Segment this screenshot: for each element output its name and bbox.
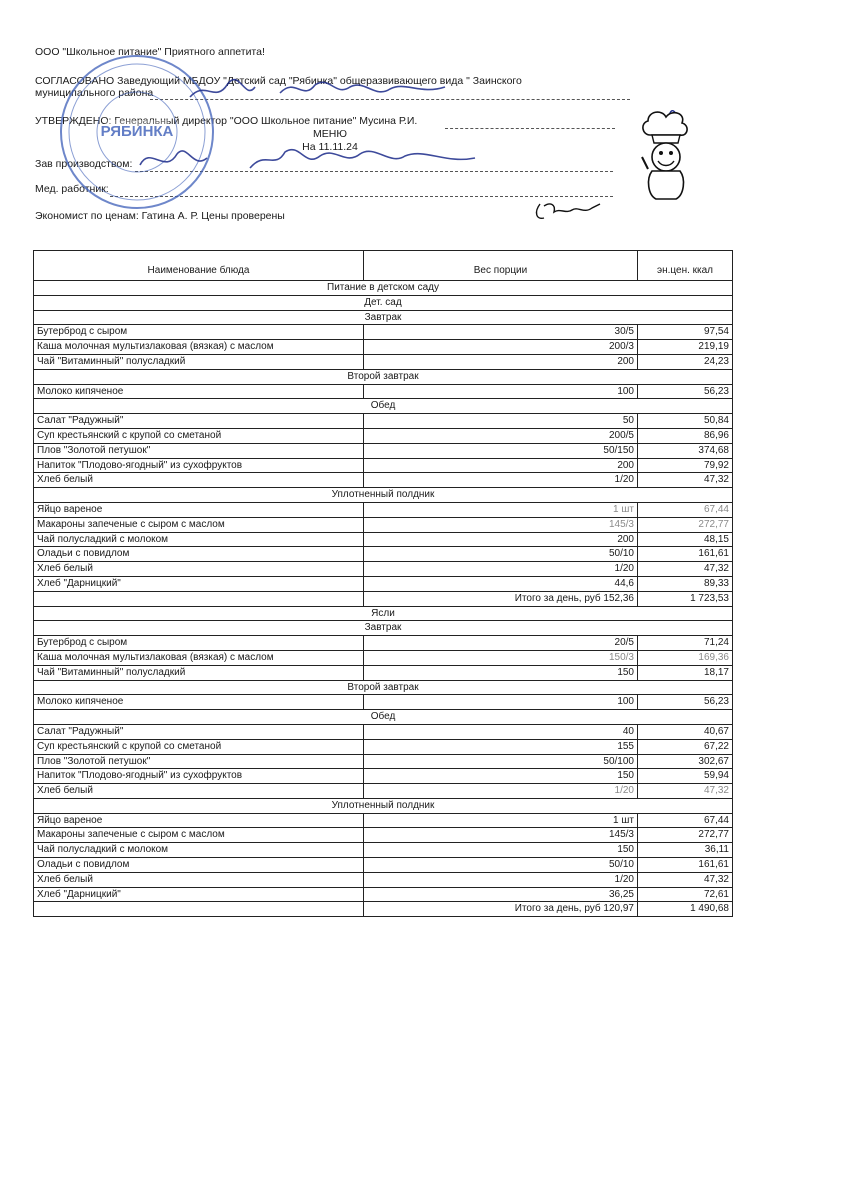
total-label: Итого за день, руб 120,97 <box>364 902 638 917</box>
energy-kcal: 56,23 <box>638 384 733 399</box>
section-row <box>34 310 733 325</box>
section-row <box>34 606 733 621</box>
portion-weight: 145/3 <box>364 828 638 843</box>
table-row <box>34 858 733 873</box>
total-row <box>34 591 733 606</box>
dish-name: Бутерброд с сыром <box>34 325 364 340</box>
table-row <box>34 325 733 340</box>
table-row <box>34 517 733 532</box>
portion-weight: 1 шт <box>364 813 638 828</box>
portion-weight: 200 <box>364 532 638 547</box>
total-blank-cell <box>34 902 364 917</box>
table-row <box>34 458 733 473</box>
section-row <box>34 295 733 310</box>
table-row <box>34 695 733 710</box>
portion-weight: 100 <box>364 384 638 399</box>
production-head-label: Зав производством: <box>35 158 133 170</box>
dish-name: Молоко кипяченое <box>34 384 364 399</box>
dish-name: Хлеб белый <box>34 562 364 577</box>
table-row <box>34 724 733 739</box>
chef-mascot-logo <box>636 105 696 205</box>
portion-weight: 1/20 <box>364 562 638 577</box>
energy-kcal: 18,17 <box>638 665 733 680</box>
portion-weight: 30/5 <box>364 325 638 340</box>
portion-weight: 50/10 <box>364 858 638 873</box>
dish-name: Суп крестьянский с крупой со сметаной <box>34 739 364 754</box>
total-blank-cell <box>34 591 364 606</box>
table-row <box>34 650 733 665</box>
dish-name: Напиток "Плодово-ягодный" из сухофруктов <box>34 458 364 473</box>
energy-kcal: 47,32 <box>638 872 733 887</box>
section-title: Завтрак <box>34 621 733 636</box>
portion-weight: 200 <box>364 458 638 473</box>
agreed-line-cont: муниципального района <box>35 87 154 99</box>
approved-line: УТВЕРЖДЕНО: Генеральный директор "ООО Школьное питание" Мусина Р.И. <box>35 115 418 127</box>
seal-text: РЯБИНКА <box>100 123 174 140</box>
table-row <box>34 784 733 799</box>
dish-name: Чай "Витаминный" полусладкий <box>34 665 364 680</box>
portion-weight: 1 шт <box>364 502 638 517</box>
portion-weight: 20/5 <box>364 636 638 651</box>
table-row <box>34 414 733 429</box>
energy-kcal: 59,94 <box>638 769 733 784</box>
energy-kcal: 47,32 <box>638 784 733 799</box>
table-row <box>34 813 733 828</box>
energy-kcal: 67,22 <box>638 739 733 754</box>
table-row <box>34 828 733 843</box>
table-row <box>34 354 733 369</box>
energy-kcal: 50,84 <box>638 414 733 429</box>
dish-name: Макароны запеченые с сыром с маслом <box>34 517 364 532</box>
dish-name: Салат "Радужный" <box>34 724 364 739</box>
energy-kcal: 161,61 <box>638 858 733 873</box>
portion-weight: 1/20 <box>364 473 638 488</box>
total-label: Итого за день, руб 152,36 <box>364 591 638 606</box>
section-title: Второй завтрак <box>34 680 733 695</box>
section-title: Обед <box>34 710 733 725</box>
table-row <box>34 769 733 784</box>
energy-kcal: 169,36 <box>638 650 733 665</box>
section-row <box>34 399 733 414</box>
table-row <box>34 665 733 680</box>
portion-weight: 1/20 <box>364 872 638 887</box>
signature-production <box>135 140 495 180</box>
dish-name: Чай "Витаминный" полусладкий <box>34 354 364 369</box>
total-kcal: 1 490,68 <box>638 902 733 917</box>
portion-weight: 40 <box>364 724 638 739</box>
energy-kcal: 24,23 <box>638 354 733 369</box>
portion-weight: 50/10 <box>364 547 638 562</box>
section-row <box>34 680 733 695</box>
table-row <box>34 502 733 517</box>
company-line: ООО "Школьное питание" Приятного аппетита! <box>35 46 265 58</box>
table-row <box>34 547 733 562</box>
dish-name: Салат "Радужный" <box>34 414 364 429</box>
portion-weight: 200/5 <box>364 428 638 443</box>
dish-name: Хлеб белый <box>34 473 364 488</box>
signature-agreed <box>185 75 465 105</box>
table-row <box>34 636 733 651</box>
section-row <box>34 369 733 384</box>
total-row <box>34 902 733 917</box>
portion-weight: 200 <box>364 354 638 369</box>
section-title: Завтрак <box>34 310 733 325</box>
column-header-dish: Наименование блюда <box>34 251 364 281</box>
dish-name: Чай полусладкий с молоком <box>34 843 364 858</box>
section-title: Обед <box>34 399 733 414</box>
table-row <box>34 340 733 355</box>
table-row <box>34 384 733 399</box>
portion-weight: 36,25 <box>364 887 638 902</box>
portion-weight: 100 <box>364 695 638 710</box>
energy-kcal: 302,67 <box>638 754 733 769</box>
portion-weight: 50/150 <box>364 443 638 458</box>
dish-name: Хлеб "Дарницкий" <box>34 887 364 902</box>
dish-name: Напиток "Плодово-ягодный" из сухофруктов <box>34 769 364 784</box>
energy-kcal: 67,44 <box>638 813 733 828</box>
section-row <box>34 710 733 725</box>
table-header-row <box>34 251 733 281</box>
med-worker-label: Мед. работник: <box>35 183 109 195</box>
portion-weight: 150 <box>364 843 638 858</box>
portion-weight: 50/100 <box>364 754 638 769</box>
section-title: Питание в детском саду <box>34 281 733 296</box>
section-title: Ясли <box>34 606 733 621</box>
energy-kcal: 89,33 <box>638 576 733 591</box>
dish-name: Бутерброд с сыром <box>34 636 364 651</box>
portion-weight: 145/3 <box>364 517 638 532</box>
energy-kcal: 56,23 <box>638 695 733 710</box>
energy-kcal: 72,61 <box>638 887 733 902</box>
table-row <box>34 532 733 547</box>
dish-name: Каша молочная мультизлаковая (вязкая) с маслом <box>34 340 364 355</box>
dish-name: Яйцо вареное <box>34 813 364 828</box>
portion-weight: 150/3 <box>364 650 638 665</box>
energy-kcal: 161,61 <box>638 547 733 562</box>
section-row <box>34 488 733 503</box>
energy-kcal: 97,54 <box>638 325 733 340</box>
portion-weight: 155 <box>364 739 638 754</box>
section-title: Дет. сад <box>34 295 733 310</box>
table-row <box>34 576 733 591</box>
energy-kcal: 47,32 <box>638 473 733 488</box>
energy-kcal: 79,92 <box>638 458 733 473</box>
table-row <box>34 843 733 858</box>
menu-table <box>33 250 733 917</box>
energy-kcal: 47,32 <box>638 562 733 577</box>
table-row <box>34 739 733 754</box>
section-title: Уплотненный полдник <box>34 798 733 813</box>
section-title: Уплотненный полдник <box>34 488 733 503</box>
signature-economist <box>530 198 605 224</box>
table-row <box>34 428 733 443</box>
energy-kcal: 272,77 <box>638 828 733 843</box>
energy-kcal: 67,44 <box>638 502 733 517</box>
economist-line: Экономист по ценам: Гатина А. Р. Цены проверены <box>35 210 285 222</box>
energy-kcal: 48,15 <box>638 532 733 547</box>
portion-weight: 1/20 <box>364 784 638 799</box>
portion-weight: 50 <box>364 414 638 429</box>
dish-name: Оладьи с повидлом <box>34 547 364 562</box>
energy-kcal: 219,19 <box>638 340 733 355</box>
dish-name: Хлеб "Дарницкий" <box>34 576 364 591</box>
dish-name: Хлеб белый <box>34 872 364 887</box>
energy-kcal: 71,24 <box>638 636 733 651</box>
dish-name: Яйцо вареное <box>34 502 364 517</box>
portion-weight: 150 <box>364 769 638 784</box>
menu-title: МЕНЮ <box>313 128 347 140</box>
dish-name: Молоко кипяченое <box>34 695 364 710</box>
total-kcal: 1 723,53 <box>638 591 733 606</box>
portion-weight: 200/3 <box>364 340 638 355</box>
section-title: Второй завтрак <box>34 369 733 384</box>
table-row <box>34 443 733 458</box>
portion-weight: 150 <box>364 665 638 680</box>
dish-name: Каша молочная мультизлаковая (вязкая) с маслом <box>34 650 364 665</box>
table-row <box>34 562 733 577</box>
dish-name: Чай полусладкий с молоком <box>34 532 364 547</box>
section-row <box>34 621 733 636</box>
agreed-line: СОГЛАСОВАНО Заведующий МБДОУ "Детский сад "Рябинка" общеразвивающего вида " Заинского <box>35 75 522 87</box>
menu-date: На 11.11.24 <box>302 141 358 153</box>
table-row <box>34 887 733 902</box>
energy-kcal: 40,67 <box>638 724 733 739</box>
dish-name: Плов "Золотой петушок" <box>34 443 364 458</box>
dish-name: Хлеб белый <box>34 784 364 799</box>
energy-kcal: 86,96 <box>638 428 733 443</box>
table-row <box>34 754 733 769</box>
energy-kcal: 272,77 <box>638 517 733 532</box>
energy-kcal: 374,68 <box>638 443 733 458</box>
dish-name: Макароны запеченые с сыром с маслом <box>34 828 364 843</box>
menu-table-body <box>34 281 733 917</box>
section-row <box>34 798 733 813</box>
approved-signature-line <box>445 128 615 129</box>
dish-name: Суп крестьянский с крупой со сметаной <box>34 428 364 443</box>
column-header-weight: Вес порции <box>364 251 638 281</box>
section-row <box>34 281 733 296</box>
table-row <box>34 872 733 887</box>
portion-weight: 44,6 <box>364 576 638 591</box>
column-header-kcal: эн.цен. ккал <box>638 251 733 281</box>
dish-name: Оладьи с повидлом <box>34 858 364 873</box>
dish-name: Плов "Золотой петушок" <box>34 754 364 769</box>
table-row <box>34 473 733 488</box>
energy-kcal: 36,11 <box>638 843 733 858</box>
